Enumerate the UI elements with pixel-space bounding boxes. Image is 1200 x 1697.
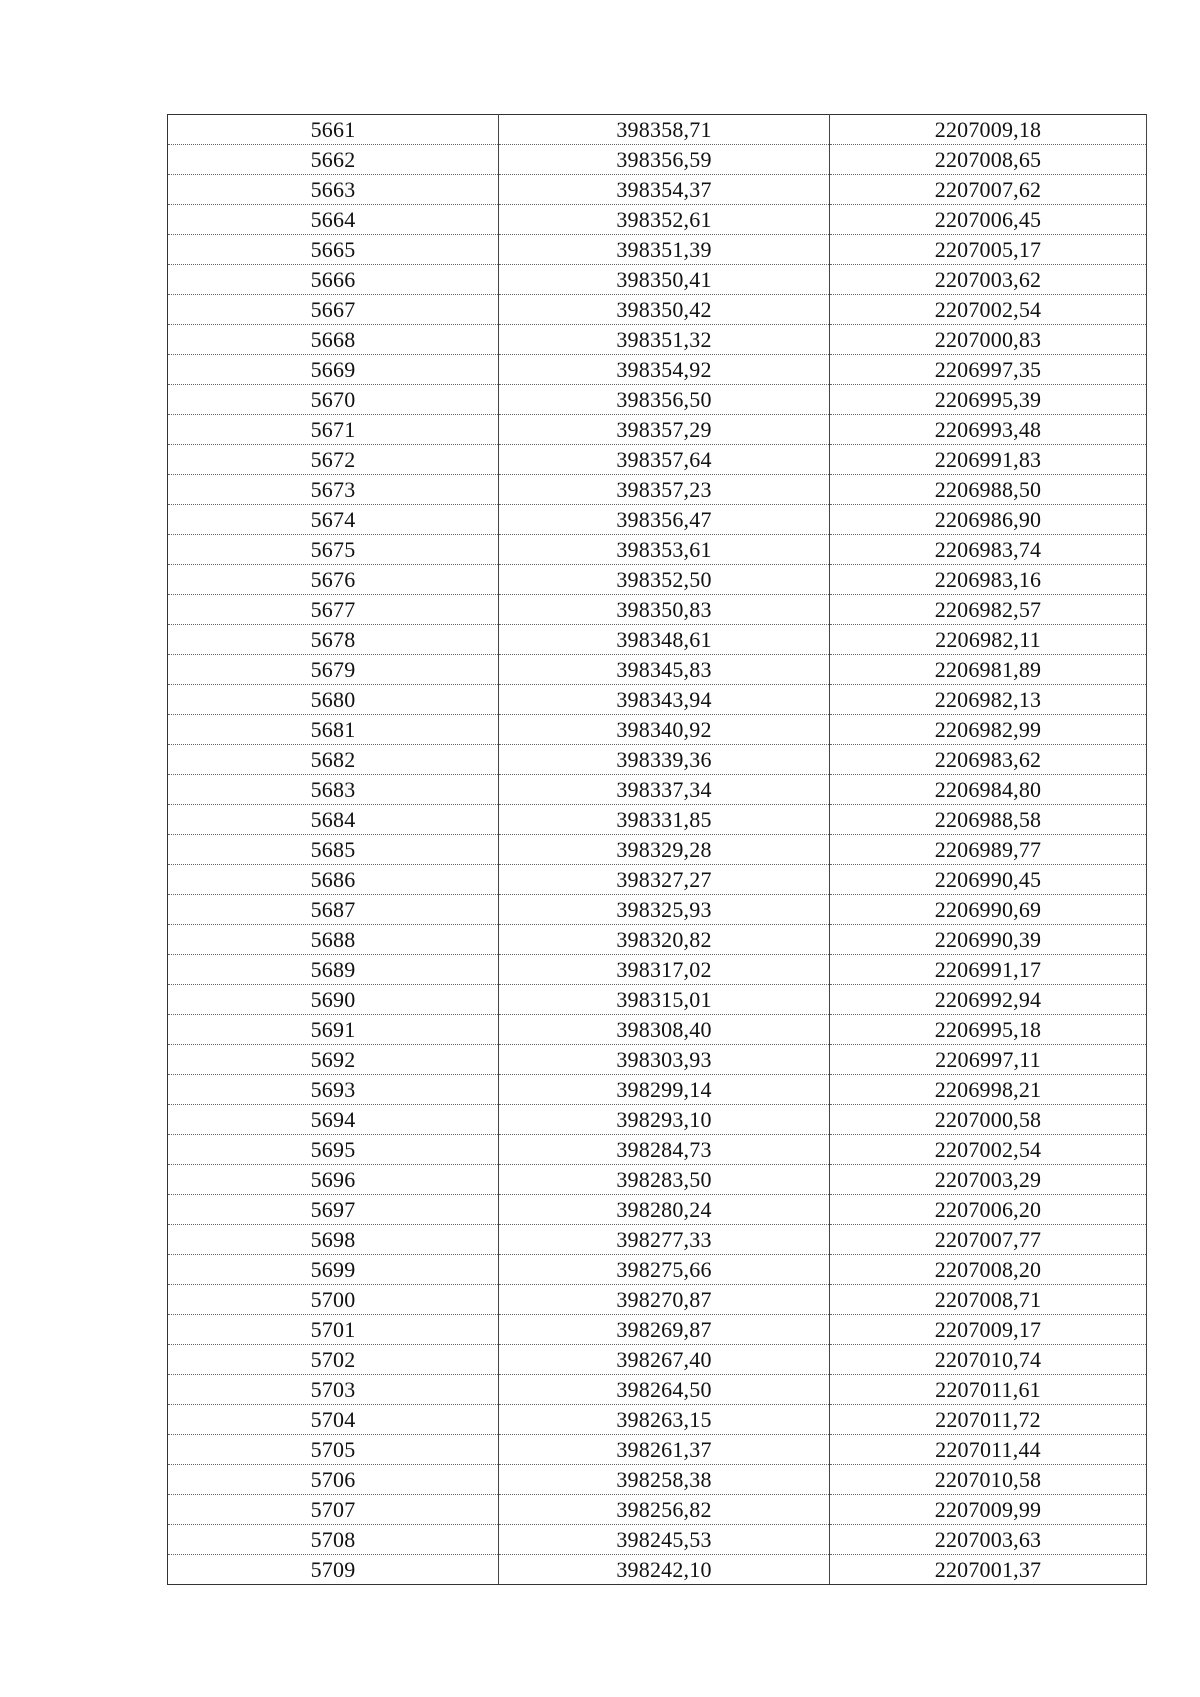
- y-coordinate-cell: 2207003,63: [830, 1525, 1147, 1555]
- point-number-cell: 5667: [168, 295, 499, 325]
- x-coordinate-cell: 398280,24: [499, 1195, 830, 1225]
- point-number-cell: 5694: [168, 1105, 499, 1135]
- point-number-cell: 5690: [168, 985, 499, 1015]
- y-coordinate-cell: 2207009,18: [830, 115, 1147, 145]
- y-coordinate-cell: 2207007,62: [830, 175, 1147, 205]
- point-number-cell: 5692: [168, 1045, 499, 1075]
- table-row: [168, 955, 1147, 985]
- table-row: [168, 325, 1147, 355]
- point-number-cell: 5684: [168, 805, 499, 835]
- table-row: [168, 1435, 1147, 1465]
- y-coordinate-cell: 2207007,77: [830, 1225, 1147, 1255]
- table-row: [168, 235, 1147, 265]
- point-number-cell: 5700: [168, 1285, 499, 1315]
- table-row: [168, 505, 1147, 535]
- y-coordinate-cell: 2207008,20: [830, 1255, 1147, 1285]
- y-coordinate-cell: 2206993,48: [830, 415, 1147, 445]
- point-number-cell: 5687: [168, 895, 499, 925]
- x-coordinate-cell: 398267,40: [499, 1345, 830, 1375]
- point-number-cell: 5681: [168, 715, 499, 745]
- point-number-cell: 5673: [168, 475, 499, 505]
- x-coordinate-cell: 398308,40: [499, 1015, 830, 1045]
- y-coordinate-cell: 2207005,17: [830, 235, 1147, 265]
- point-number-cell: 5689: [168, 955, 499, 985]
- point-number-cell: 5699: [168, 1255, 499, 1285]
- table-row: [168, 565, 1147, 595]
- x-coordinate-cell: 398331,85: [499, 805, 830, 835]
- y-coordinate-cell: 2206982,11: [830, 625, 1147, 655]
- x-coordinate-cell: 398348,61: [499, 625, 830, 655]
- x-coordinate-cell: 398256,82: [499, 1495, 830, 1525]
- y-coordinate-cell: 2206990,69: [830, 895, 1147, 925]
- x-coordinate-cell: 398293,10: [499, 1105, 830, 1135]
- table-row: [168, 1075, 1147, 1105]
- table-row: [168, 715, 1147, 745]
- x-coordinate-cell: 398343,94: [499, 685, 830, 715]
- table-row: [168, 1135, 1147, 1165]
- y-coordinate-cell: 2206997,11: [830, 1045, 1147, 1075]
- y-coordinate-cell: 2207003,29: [830, 1165, 1147, 1195]
- y-coordinate-cell: 2207010,74: [830, 1345, 1147, 1375]
- y-coordinate-cell: 2206990,39: [830, 925, 1147, 955]
- x-coordinate-cell: 398315,01: [499, 985, 830, 1015]
- y-coordinate-cell: 2206998,21: [830, 1075, 1147, 1105]
- x-coordinate-cell: 398320,82: [499, 925, 830, 955]
- x-coordinate-cell: 398337,34: [499, 775, 830, 805]
- x-coordinate-cell: 398242,10: [499, 1555, 830, 1585]
- point-number-cell: 5685: [168, 835, 499, 865]
- y-coordinate-cell: 2206997,35: [830, 355, 1147, 385]
- y-coordinate-cell: 2207009,17: [830, 1315, 1147, 1345]
- y-coordinate-cell: 2207003,62: [830, 265, 1147, 295]
- x-coordinate-cell: 398350,41: [499, 265, 830, 295]
- table-row: [168, 895, 1147, 925]
- table-row: [168, 1405, 1147, 1435]
- table-row: [168, 1285, 1147, 1315]
- y-coordinate-cell: 2206981,89: [830, 655, 1147, 685]
- x-coordinate-cell: 398358,71: [499, 115, 830, 145]
- table-row: [168, 1195, 1147, 1225]
- point-number-cell: 5697: [168, 1195, 499, 1225]
- table-row: [168, 1255, 1147, 1285]
- x-coordinate-cell: 398258,38: [499, 1465, 830, 1495]
- y-coordinate-cell: 2206982,57: [830, 595, 1147, 625]
- x-coordinate-cell: 398356,50: [499, 385, 830, 415]
- table-row: [168, 625, 1147, 655]
- point-number-cell: 5708: [168, 1525, 499, 1555]
- y-coordinate-cell: 2206995,18: [830, 1015, 1147, 1045]
- point-number-cell: 5693: [168, 1075, 499, 1105]
- point-number-cell: 5674: [168, 505, 499, 535]
- x-coordinate-cell: 398357,23: [499, 475, 830, 505]
- table-row: [168, 1525, 1147, 1555]
- x-coordinate-cell: 398303,93: [499, 1045, 830, 1075]
- table-row: [168, 775, 1147, 805]
- point-number-cell: 5677: [168, 595, 499, 625]
- y-coordinate-cell: 2206982,99: [830, 715, 1147, 745]
- y-coordinate-cell: 2206989,77: [830, 835, 1147, 865]
- point-number-cell: 5704: [168, 1405, 499, 1435]
- table-row: [168, 1375, 1147, 1405]
- y-coordinate-cell: 2206990,45: [830, 865, 1147, 895]
- y-coordinate-cell: 2207000,83: [830, 325, 1147, 355]
- table-row: [168, 595, 1147, 625]
- point-number-cell: 5683: [168, 775, 499, 805]
- point-number-cell: 5686: [168, 865, 499, 895]
- x-coordinate-cell: 398350,83: [499, 595, 830, 625]
- coordinates-table-body: [168, 115, 1147, 1585]
- point-number-cell: 5678: [168, 625, 499, 655]
- y-coordinate-cell: 2206983,16: [830, 565, 1147, 595]
- y-coordinate-cell: 2207002,54: [830, 295, 1147, 325]
- x-coordinate-cell: 398339,36: [499, 745, 830, 775]
- table-row: [168, 835, 1147, 865]
- table-row: [168, 475, 1147, 505]
- point-number-cell: 5661: [168, 115, 499, 145]
- point-number-cell: 5669: [168, 355, 499, 385]
- point-number-cell: 5701: [168, 1315, 499, 1345]
- y-coordinate-cell: 2206984,80: [830, 775, 1147, 805]
- y-coordinate-cell: 2206982,13: [830, 685, 1147, 715]
- table-row: [168, 685, 1147, 715]
- table-row: [168, 205, 1147, 235]
- y-coordinate-cell: 2207006,20: [830, 1195, 1147, 1225]
- x-coordinate-cell: 398345,83: [499, 655, 830, 685]
- y-coordinate-cell: 2207002,54: [830, 1135, 1147, 1165]
- point-number-cell: 5705: [168, 1435, 499, 1465]
- y-coordinate-cell: 2206988,58: [830, 805, 1147, 835]
- y-coordinate-cell: 2206988,50: [830, 475, 1147, 505]
- y-coordinate-cell: 2206992,94: [830, 985, 1147, 1015]
- point-number-cell: 5679: [168, 655, 499, 685]
- point-number-cell: 5707: [168, 1495, 499, 1525]
- point-number-cell: 5663: [168, 175, 499, 205]
- point-number-cell: 5672: [168, 445, 499, 475]
- x-coordinate-cell: 398277,33: [499, 1225, 830, 1255]
- x-coordinate-cell: 398351,32: [499, 325, 830, 355]
- point-number-cell: 5709: [168, 1555, 499, 1585]
- x-coordinate-cell: 398284,73: [499, 1135, 830, 1165]
- x-coordinate-cell: 398264,50: [499, 1375, 830, 1405]
- point-number-cell: 5706: [168, 1465, 499, 1495]
- y-coordinate-cell: 2207011,72: [830, 1405, 1147, 1435]
- point-number-cell: 5671: [168, 415, 499, 445]
- table-row: [168, 1165, 1147, 1195]
- x-coordinate-cell: 398329,28: [499, 835, 830, 865]
- y-coordinate-cell: 2206991,83: [830, 445, 1147, 475]
- point-number-cell: 5696: [168, 1165, 499, 1195]
- x-coordinate-cell: 398350,42: [499, 295, 830, 325]
- point-number-cell: 5664: [168, 205, 499, 235]
- y-coordinate-cell: 2206983,74: [830, 535, 1147, 565]
- point-number-cell: 5680: [168, 685, 499, 715]
- y-coordinate-cell: 2206991,17: [830, 955, 1147, 985]
- point-number-cell: 5688: [168, 925, 499, 955]
- table-row: [168, 355, 1147, 385]
- table-row: [168, 1495, 1147, 1525]
- point-number-cell: 5675: [168, 535, 499, 565]
- x-coordinate-cell: 398353,61: [499, 535, 830, 565]
- x-coordinate-cell: 398325,93: [499, 895, 830, 925]
- table-row: [168, 175, 1147, 205]
- x-coordinate-cell: 398269,87: [499, 1315, 830, 1345]
- x-coordinate-cell: 398351,39: [499, 235, 830, 265]
- x-coordinate-cell: 398317,02: [499, 955, 830, 985]
- table-row: [168, 1315, 1147, 1345]
- x-coordinate-cell: 398357,64: [499, 445, 830, 475]
- point-number-cell: 5695: [168, 1135, 499, 1165]
- table-row: [168, 1015, 1147, 1045]
- table-row: [168, 865, 1147, 895]
- x-coordinate-cell: 398357,29: [499, 415, 830, 445]
- table-row: [168, 265, 1147, 295]
- table-row: [168, 535, 1147, 565]
- table-row: [168, 385, 1147, 415]
- x-coordinate-cell: 398340,92: [499, 715, 830, 745]
- y-coordinate-cell: 2207001,37: [830, 1555, 1147, 1585]
- point-number-cell: 5666: [168, 265, 499, 295]
- table-row: [168, 985, 1147, 1015]
- x-coordinate-cell: 398270,87: [499, 1285, 830, 1315]
- table-row: [168, 1555, 1147, 1585]
- point-number-cell: 5670: [168, 385, 499, 415]
- y-coordinate-cell: 2206995,39: [830, 385, 1147, 415]
- y-coordinate-cell: 2207000,58: [830, 1105, 1147, 1135]
- x-coordinate-cell: 398327,27: [499, 865, 830, 895]
- table-row: [168, 1105, 1147, 1135]
- table-row: [168, 415, 1147, 445]
- y-coordinate-cell: 2207010,58: [830, 1465, 1147, 1495]
- point-number-cell: 5662: [168, 145, 499, 175]
- x-coordinate-cell: 398275,66: [499, 1255, 830, 1285]
- x-coordinate-cell: 398352,50: [499, 565, 830, 595]
- table-row: [168, 1465, 1147, 1495]
- x-coordinate-cell: 398352,61: [499, 205, 830, 235]
- table-row: [168, 745, 1147, 775]
- table-row: [168, 1225, 1147, 1255]
- table-row: [168, 1345, 1147, 1375]
- point-number-cell: 5665: [168, 235, 499, 265]
- table-row: [168, 925, 1147, 955]
- x-coordinate-cell: 398356,47: [499, 505, 830, 535]
- table-row: [168, 145, 1147, 175]
- table-row: [168, 115, 1147, 145]
- table-row: [168, 445, 1147, 475]
- x-coordinate-cell: 398299,14: [499, 1075, 830, 1105]
- y-coordinate-cell: 2207011,44: [830, 1435, 1147, 1465]
- point-number-cell: 5703: [168, 1375, 499, 1405]
- table-row: [168, 295, 1147, 325]
- point-number-cell: 5698: [168, 1225, 499, 1255]
- point-number-cell: 5676: [168, 565, 499, 595]
- table-row: [168, 1045, 1147, 1075]
- x-coordinate-cell: 398245,53: [499, 1525, 830, 1555]
- y-coordinate-cell: 2206983,62: [830, 745, 1147, 775]
- point-number-cell: 5691: [168, 1015, 499, 1045]
- y-coordinate-cell: 2207011,61: [830, 1375, 1147, 1405]
- point-number-cell: 5702: [168, 1345, 499, 1375]
- x-coordinate-cell: 398261,37: [499, 1435, 830, 1465]
- x-coordinate-cell: 398263,15: [499, 1405, 830, 1435]
- table-row: [168, 655, 1147, 685]
- y-coordinate-cell: 2206986,90: [830, 505, 1147, 535]
- x-coordinate-cell: 398356,59: [499, 145, 830, 175]
- y-coordinate-cell: 2207008,65: [830, 145, 1147, 175]
- x-coordinate-cell: 398354,92: [499, 355, 830, 385]
- y-coordinate-cell: 2207006,45: [830, 205, 1147, 235]
- y-coordinate-cell: 2207008,71: [830, 1285, 1147, 1315]
- x-coordinate-cell: 398283,50: [499, 1165, 830, 1195]
- coordinates-table: [167, 114, 1147, 1585]
- point-number-cell: 5682: [168, 745, 499, 775]
- x-coordinate-cell: 398354,37: [499, 175, 830, 205]
- y-coordinate-cell: 2207009,99: [830, 1495, 1147, 1525]
- point-number-cell: 5668: [168, 325, 499, 355]
- table-row: [168, 805, 1147, 835]
